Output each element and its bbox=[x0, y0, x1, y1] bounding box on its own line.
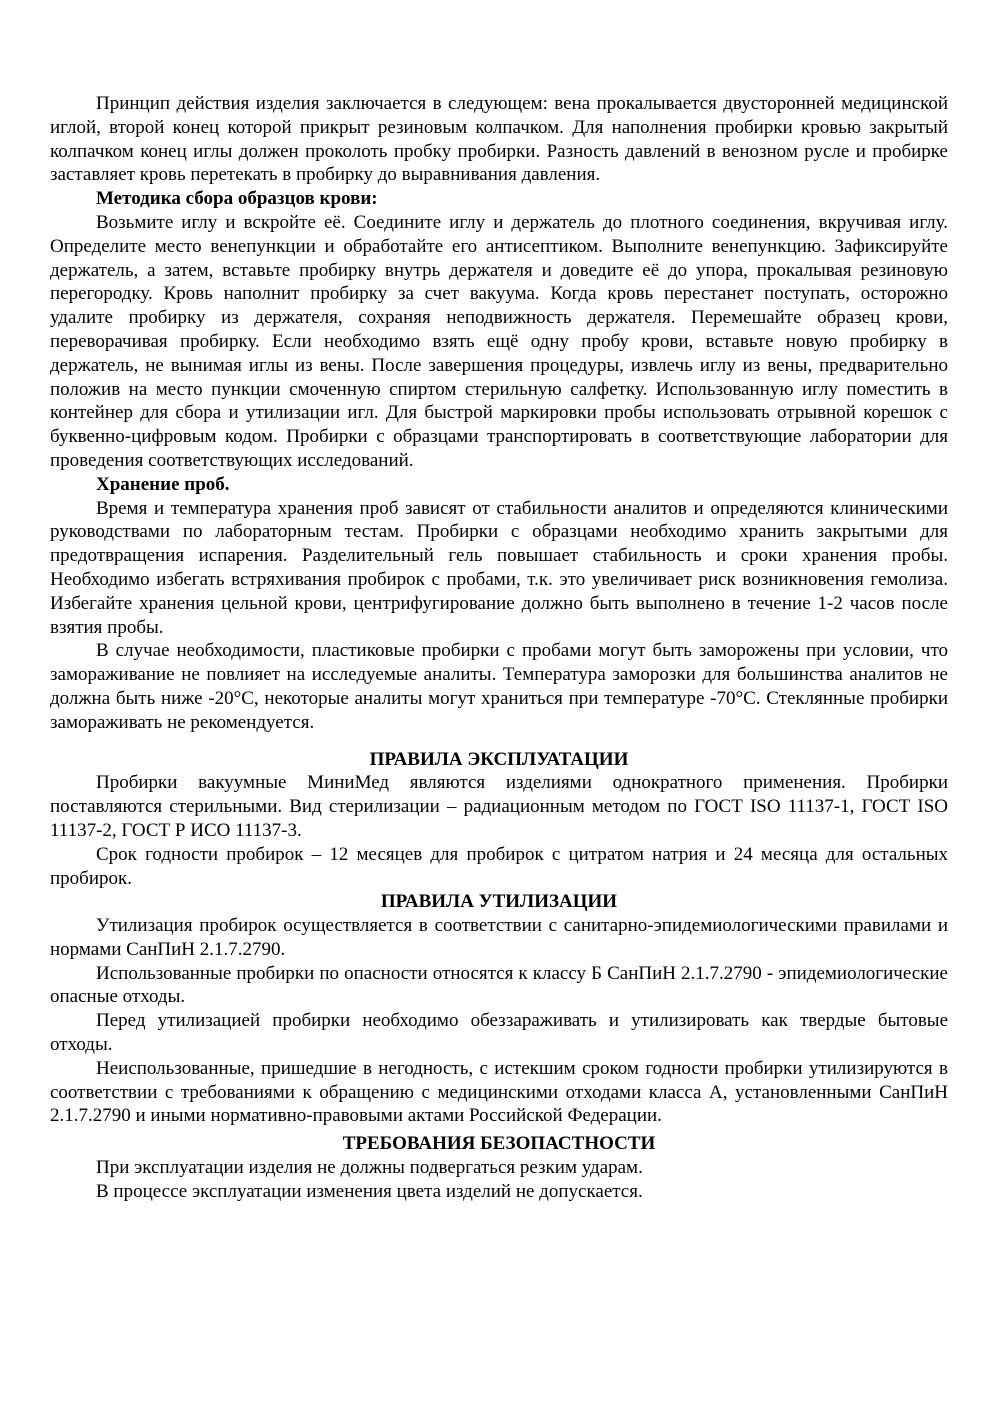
intro-operating-principle-paragraph: Принцип действия изделия заключается в следующем: вена прокалывается двусторонней медицинской иглой, второй конец которой прикрыт резиновым колпачком. Для наполнения пробирки кровью закрытый колпачком конец иглы должен проколоть пробку пробирки. Разность давлений в венозном русле и пробирке заставляет кровь перетекать в пробирку до выравнивания давления. bbox=[50, 93, 948, 186]
operation-rules-paragraph-1: Пробирки вакуумные МиниМед являются изделиями однократного применения. Пробирки поставляются стерильными. Вид стерилизации – радиационным методом по ГОСТ ISO 11137-1, ГОСТ ISO 11137-2, ГОСТ Р ИСО 11137-3. bbox=[50, 772, 948, 841]
disposal-rules-paragraph-1: Утилизация пробирок осуществляется в соответствии с санитарно-эпидемиологическими правилами и нормами СанПиН 2.1.7.2790. bbox=[50, 915, 948, 960]
operation-rules-paragraph-2: Срок годности пробирок – 12 месяцев для пробирок с цитратом натрия и 24 месяца для остальных пробирок. bbox=[50, 843, 948, 889]
disposal-rules-paragraph-4: Неиспользованные, пришедшие в негодность, с истекшим сроком годности пробирки утилизируются в соответствии с требованиями к обращению с медицинскими отходами класса А, установленными СанПиН 2.1.7.2790 и иными нормативно-правовыми актами Российской Федерации. bbox=[50, 1057, 948, 1127]
heading-disposal-rules: ПРАВИЛА УТИЛИЗАЦИИ bbox=[380, 891, 618, 913]
sample-storage-paragraph-2: В случае необходимости, пластиковые пробирки с пробами могут быть заморожены при условии, что замораживание не повлияет на исследуемые аналиты. Температура заморозки для большинства аналитов не должна быть ниже -20°С, некоторые аналиты могут храниться при температуре -70°С. Стеклянные пробирки замораживать не рекомендуется. bbox=[50, 640, 948, 733]
disposal-rules-paragraph-2: Использованные пробирки по опасности относятся к классу Б СанПиН 2.1.7.2790 - эпидемиологические опасные отходы. bbox=[50, 962, 948, 1008]
heading-safety-requirements: ТРЕБОВАНИЯ БЕЗОПАСТНОСТИ bbox=[342, 1133, 656, 1155]
safety-requirements-paragraph-2: В процессе эксплуатации изменения цвета изделий не допускается. bbox=[96, 1180, 643, 1202]
blood-collection-procedure-paragraph: Возьмите иглу и вскройте её. Соедините иглу и держатель до плотного соединения, вкручивая иглу. Определите место венепункции и обработайте его антисептиком. Выполните венепункцию. Зафиксируйте держатель, а затем, вставьте пробирку внутрь держателя и доведите её до упора, прокалывая резиновую перегородку. Кровь наполнит пробирку за счет вакуума. Когда кровь перестанет поступать, осторожно удалите пробирку из держателя, сохраняя неподвижность держателя. Перемешайте образец крови, переворачивая пробирку. Если необходимо взять ещё одну пробу крови, вставьте новую пробирку в держатель, не вынимая иглы из вены. После завершения процедуры, извлечь иглу из вены, предварительно положив на место пункции смоченную спиртом стерильную салфетку. Использованную иглу поместить в контейнер для сбора и утилизации игл. Для быстрой маркировки пробы использовать отрывной корешок с буквенно-цифровым кодом. Пробирки с образцами транспортировать в соответствующие лаборатории для проведения соответствующих исследований. bbox=[50, 211, 948, 471]
sample-storage-paragraph-1: Время и температура хранения проб зависят от стабильности аналитов и определяются клиническими руководствами по лабораторным тестам. Пробирки с образцами необходимо хранить закрытыми для предотвращения испарения. Разделительный гель повышает стабильность и сроки хранения пробы. Необходимо избегать встряхивания пробирок с пробами, т.к. это увеличивает риск возникновения гемолиза. Избегайте хранения цельной крови, центрифугирование должно быть выполнено в течение 1-2 часов после взятия пробы. bbox=[50, 497, 948, 638]
disposal-rules-paragraph-3: Перед утилизацией пробирки необходимо обеззараживать и утилизировать как твердые бытовые отходы. bbox=[50, 1010, 948, 1056]
heading-sample-storage: Хранение проб. bbox=[96, 473, 230, 495]
safety-requirements-paragraph-1: При эксплуатации изделия не должны подвергаться резким ударам. bbox=[96, 1157, 643, 1179]
heading-blood-sample-collection-method: Методика сбора образцов крови: bbox=[96, 188, 378, 210]
heading-operation-rules: ПРАВИЛА ЭКСПЛУАТАЦИИ bbox=[369, 748, 629, 770]
